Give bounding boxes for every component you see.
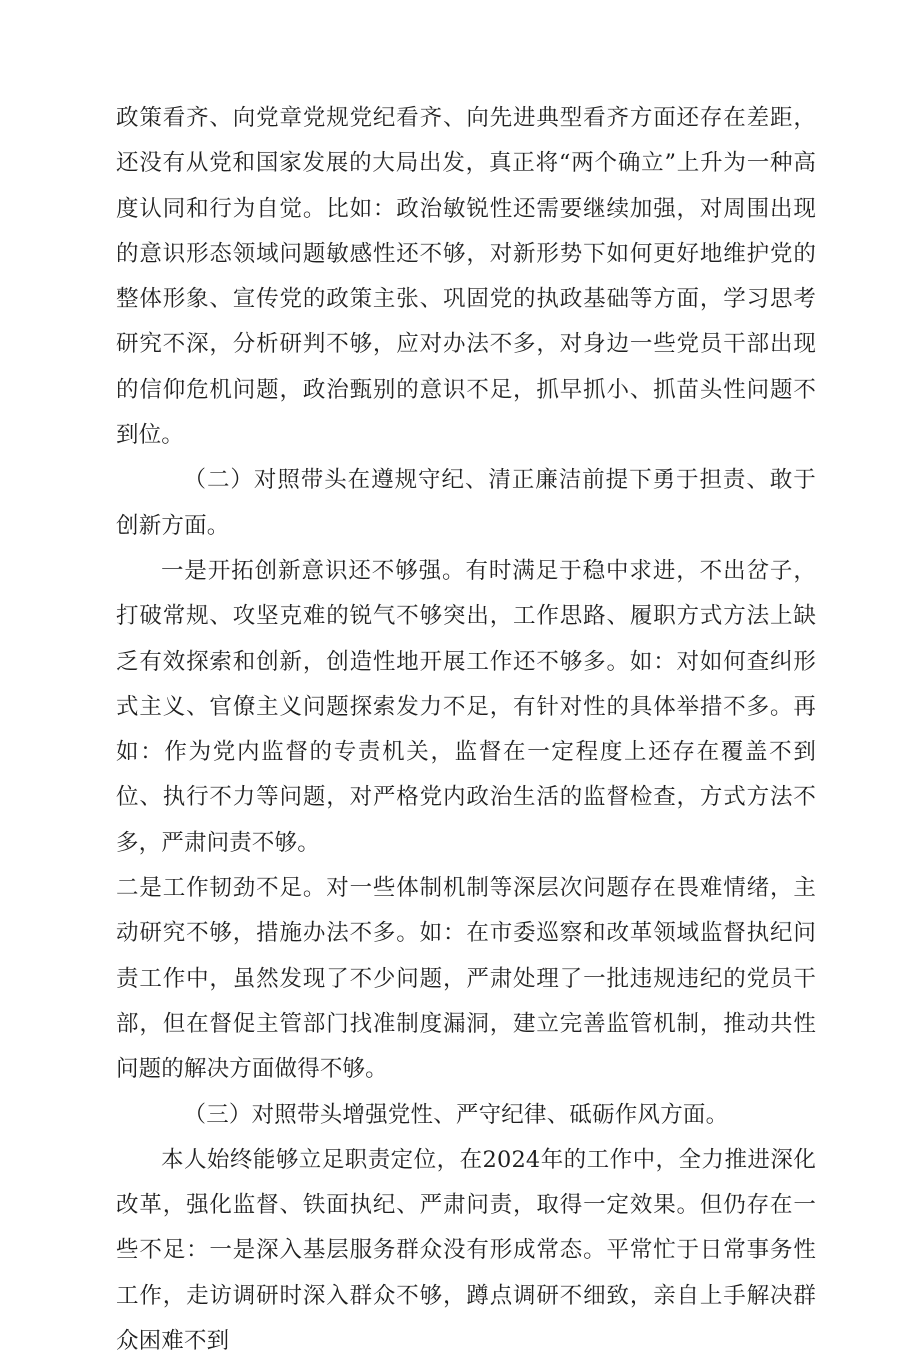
paragraph-political-alignment: 政策看齐、向党章党规党纪看齐、向先进典型看齐方面还存在差距，还没有从党和国家发展的大局出发，真正将“两个确立”上升为一种高度认同和行为自觉。比如：政治敏锐性还需要继续加强，对周围出现的意识形态领域问题敏感性还不够，对新形势下如何更好地维护党的整体形象、宣传党的政策主张、巩固党的执政基础等方面，学习思考研究不深，分析研判不够，应对办法不多，对身边一些党员干部出现的信仰危机问题，政治甄别的意识不足，抓早抓小、抓苗头性问题不到位。 [116, 105, 816, 449]
section-heading-3: （三）对照带头增强党性、严守纪律、砥砺作风方面。 [183, 1101, 729, 1128]
paragraph-duty-positioning: 本人始终能够立足职责定位，在2024年的工作中，全力推进深化改革，强化监督、铁面执纪、严肃问责，取得一定效果。但仍存在一些不足：一是深入基层服务群众没有形成常态。平常忙于日常事务性工作，走访调研时深入群众不够，蹲点调研不细致，亲自上手解决群众困难不到 [116, 1146, 816, 1355]
document-body [116, 96, 816, 1364]
section-heading-2: （二）对照带头在遵规守纪、清正廉洁前提下勇于担责、敢于创新方面。 [116, 467, 816, 539]
paragraph-innovation: 一是开拓创新意识还不够强。有时满足于稳中求进，不出岔子，打破常规、攻坚克难的锐气不够突出，工作思路、履职方式方法上缺乏有效探索和创新，创造性地开展工作还不够多。如：对如何查纠形式主义、官僚主义问题探索发力不足，有针对性的具体举措不多。再如：作为党内监督的专责机关，监督在一定程度上还存在覆盖不到位、执行不力等问题，对严格党内政治生活的监督检查，方式方法不多，严肃问责不够。 [116, 557, 816, 856]
paragraph-work-persistence: 二是工作韧劲不足。对一些体制机制等深层次问题存在畏难情绪，主动研究不够，措施办法不多。如：在市委巡察和改革领域监督执纪问责工作中，虽然发现了不少问题，严肃处理了一批违规违纪的党员干部，但在督促主管部门找准制度漏洞，建立完善监管机制，推动共性问题的解决方面做得不够。 [116, 875, 816, 1083]
